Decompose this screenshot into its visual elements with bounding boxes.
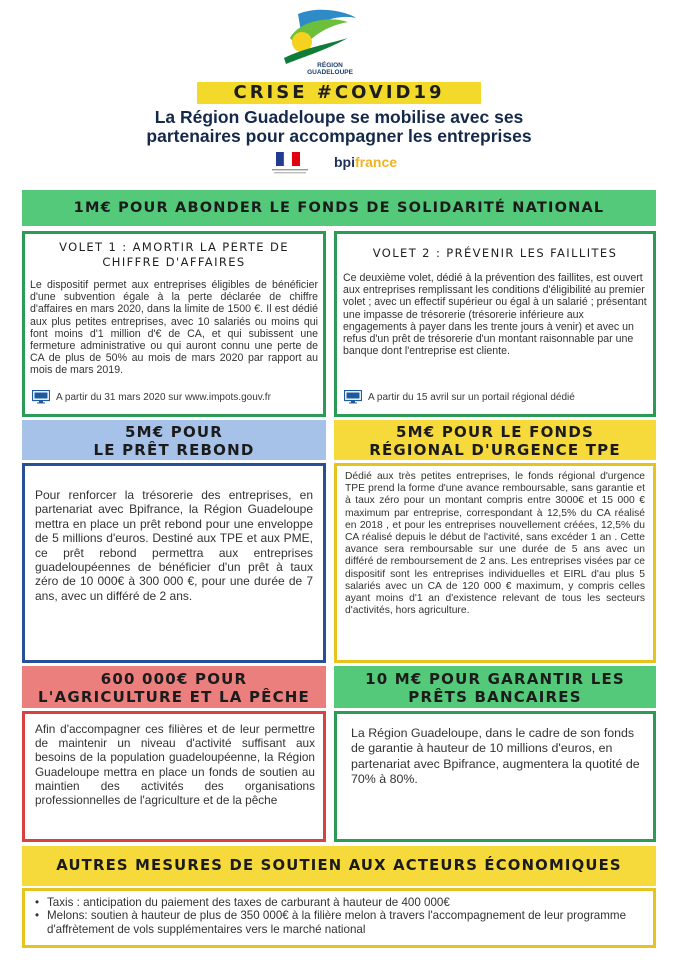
- garantie-title: [334, 666, 656, 708]
- garantie-text: La Région Guadeloupe, dans le cadre de son fonds de garantie à hauteur de 10 millions d'euros, en partenariat avec Bpifrance, augmentera la quotité de 70% à 80%.: [351, 726, 640, 787]
- volet1-title-line1: VOLET 1 : AMORTIR LA PERTE DE: [59, 240, 289, 254]
- garantie-card: [334, 711, 656, 842]
- crise-banner: [197, 82, 481, 104]
- volet1-text: Le dispositif permet aux entreprises éligibles de bénéficier d'une subvention égale à la perte déclarée de chiffre d'affaires en mars 2020, dans la limite de 1500 €. Il est dédié aux plus petites entreprises, avec 10 salariés ou moins qui font moins d'1 million d'€ de CA, et qui subissent une fermeture administrative ou qui auront connu une perte de CA de plus de 50% au mois de mars 2020 par rapport au mois de mars 2019.: [30, 279, 318, 377]
- agriculture-title-line2: L'AGRICULTURE ET LA PÊCHE: [37, 688, 311, 706]
- fonds-tpe-text: Dédié aux très petites entreprises, le fonds régional d'urgence TPE prend la forme d'une avance remboursable, sans garantie et à taux zéro pour un montant compris entre 3000€ et 15 000 € maximum par entreprise, correspondant à 12,5% du CA réalisé en 2018 , et pour les entreprises nouvellement créées, 12,5% du CA réalisé depuis le début de l'activité, sans excéder 1 an . Cette avance sera remboursable sur une durée de 5 ans avec un différé de remboursement de 2 ans. Les entreprises visées par ce dispositif sont les entreprises individuelles et EIRL d'au plus 5 salariés avec un CA de 120 000 € maximum, y compris celles ayant moins d'1 an d'existence relevant de tous les secteurs d'activités, hors agriculture.: [345, 471, 645, 617]
- bpi-logo-b: france: [355, 154, 398, 170]
- fonds-tpe-title-line2: RÉGIONAL D'URGENCE TPE: [369, 441, 621, 459]
- pret-rebond-card: [22, 463, 326, 663]
- garantie-title-line2: PRÊTS BANCAIRES: [408, 688, 582, 706]
- autres-mesures-list: [35, 896, 645, 936]
- fonds-tpe-title-line1: 5M€ POUR LE FONDS: [396, 423, 594, 441]
- pret-rebond-title-line2: LE PRÊT REBOND: [93, 441, 255, 459]
- pret-rebond-text: Pour renforcer la trésorerie des entreprises, en partenariat avec Bpifrance, la Région Guadeloupe mettra en place un prêt rebond pour une enveloppe de 5 millions d'euros. Destiné aux TPE et aux PME, ce prêt rebond permettra aux entreprises guadeloupéennes de bénéficier d'un prêt à taux zéro de 10 000€ à 300 000 €, pour une durée de 7 ans, avec un différé de 2 ans.: [35, 488, 313, 603]
- garantie-title-line1: 10 M€ POUR GARANTIR LES: [365, 670, 625, 688]
- volet2-footnote-text: A partir du 15 avril sur un portail régional dédié: [368, 391, 575, 403]
- fonds-tpe-title: [334, 420, 656, 460]
- volet2-title: VOLET 2 : PRÉVENIR LES FAILLITES: [372, 246, 618, 260]
- section-fonds-solidarite-title: 1M€ POUR ABONDER LE FONDS DE SOLIDARITÉ NATIONAL: [22, 190, 656, 226]
- republique-francaise-logo: [268, 152, 312, 176]
- agriculture-text: Afin d'accompagner ces filières et de leur permettre de maintenir un niveau d'activité suffisant aux besoins de la population guadeloupéenne, la Région Guadeloupe mettra en place un fonds de soutien au maintien des activités des organisations professionnelles de l'agriculture et de la pêche: [35, 722, 315, 808]
- bpi-logo-a: bpi: [334, 154, 355, 170]
- volet1-footnote-text: A partir du 31 mars 2020 sur www.impots.gouv.fr: [56, 391, 271, 403]
- agriculture-title: [22, 666, 326, 708]
- logo-line1: RÉGION: [317, 62, 343, 69]
- fonds-tpe-card: [334, 463, 656, 663]
- volet2-footnote: [344, 390, 575, 404]
- agriculture-card: [22, 711, 326, 842]
- volet1-title: [25, 240, 323, 270]
- region-guadeloupe-logo: [282, 8, 366, 84]
- partner-logos: [268, 152, 408, 176]
- autres-mesures-card: [22, 888, 656, 948]
- volet1-title-line2: CHIFFRE D'AFFAIRES: [102, 255, 246, 269]
- list-item: • Melons: soutien à hauteur de plus de 350 000€ à la filière melon à travers l'accompagnement de leur programme d'affrètement de vols supplémentaires vers le marché national: [35, 909, 645, 936]
- logo-line2: GUADELOUPE: [307, 69, 353, 76]
- crise-title: CRISE #COVID19: [233, 82, 445, 103]
- monitor-icon: [32, 390, 50, 404]
- page-subtitle: [120, 108, 558, 146]
- autres-mesures-title: AUTRES MESURES DE SOUTIEN AUX ACTEURS ÉCONOMIQUES: [22, 846, 656, 886]
- pret-rebond-title: [22, 420, 326, 460]
- subtitle-line2: partenaires pour accompagner les entreprises: [146, 126, 532, 146]
- list-item: • Taxis : anticipation du paiement des taxes de carburant à hauteur de 400 000€: [35, 896, 645, 909]
- volet1-footnote: [32, 390, 271, 404]
- monitor-icon: [344, 390, 362, 404]
- pret-rebond-title-line1: 5M€ POUR: [124, 423, 224, 441]
- bpifrance-logo: [334, 154, 397, 170]
- subtitle-line1: La Région Guadeloupe se mobilise avec ses: [154, 107, 524, 127]
- agriculture-title-line1: 600 000€ POUR: [100, 670, 248, 688]
- volet2-text: Ce deuxième volet, dédié à la prévention des faillites, est ouvert aux entreprises remplissant les conditions d'éligibilité au premier volet ; avec un effectif supérieur ou égal à un salarié ; présentant une impasse de trésorerie (trésorerie inférieure aux engagements à payer dans les trente jours à venir) et avec un refus d'un prêt de trésorerie d'un montant raisonnable par une banque dont l'entreprise est cliente.: [343, 272, 647, 358]
